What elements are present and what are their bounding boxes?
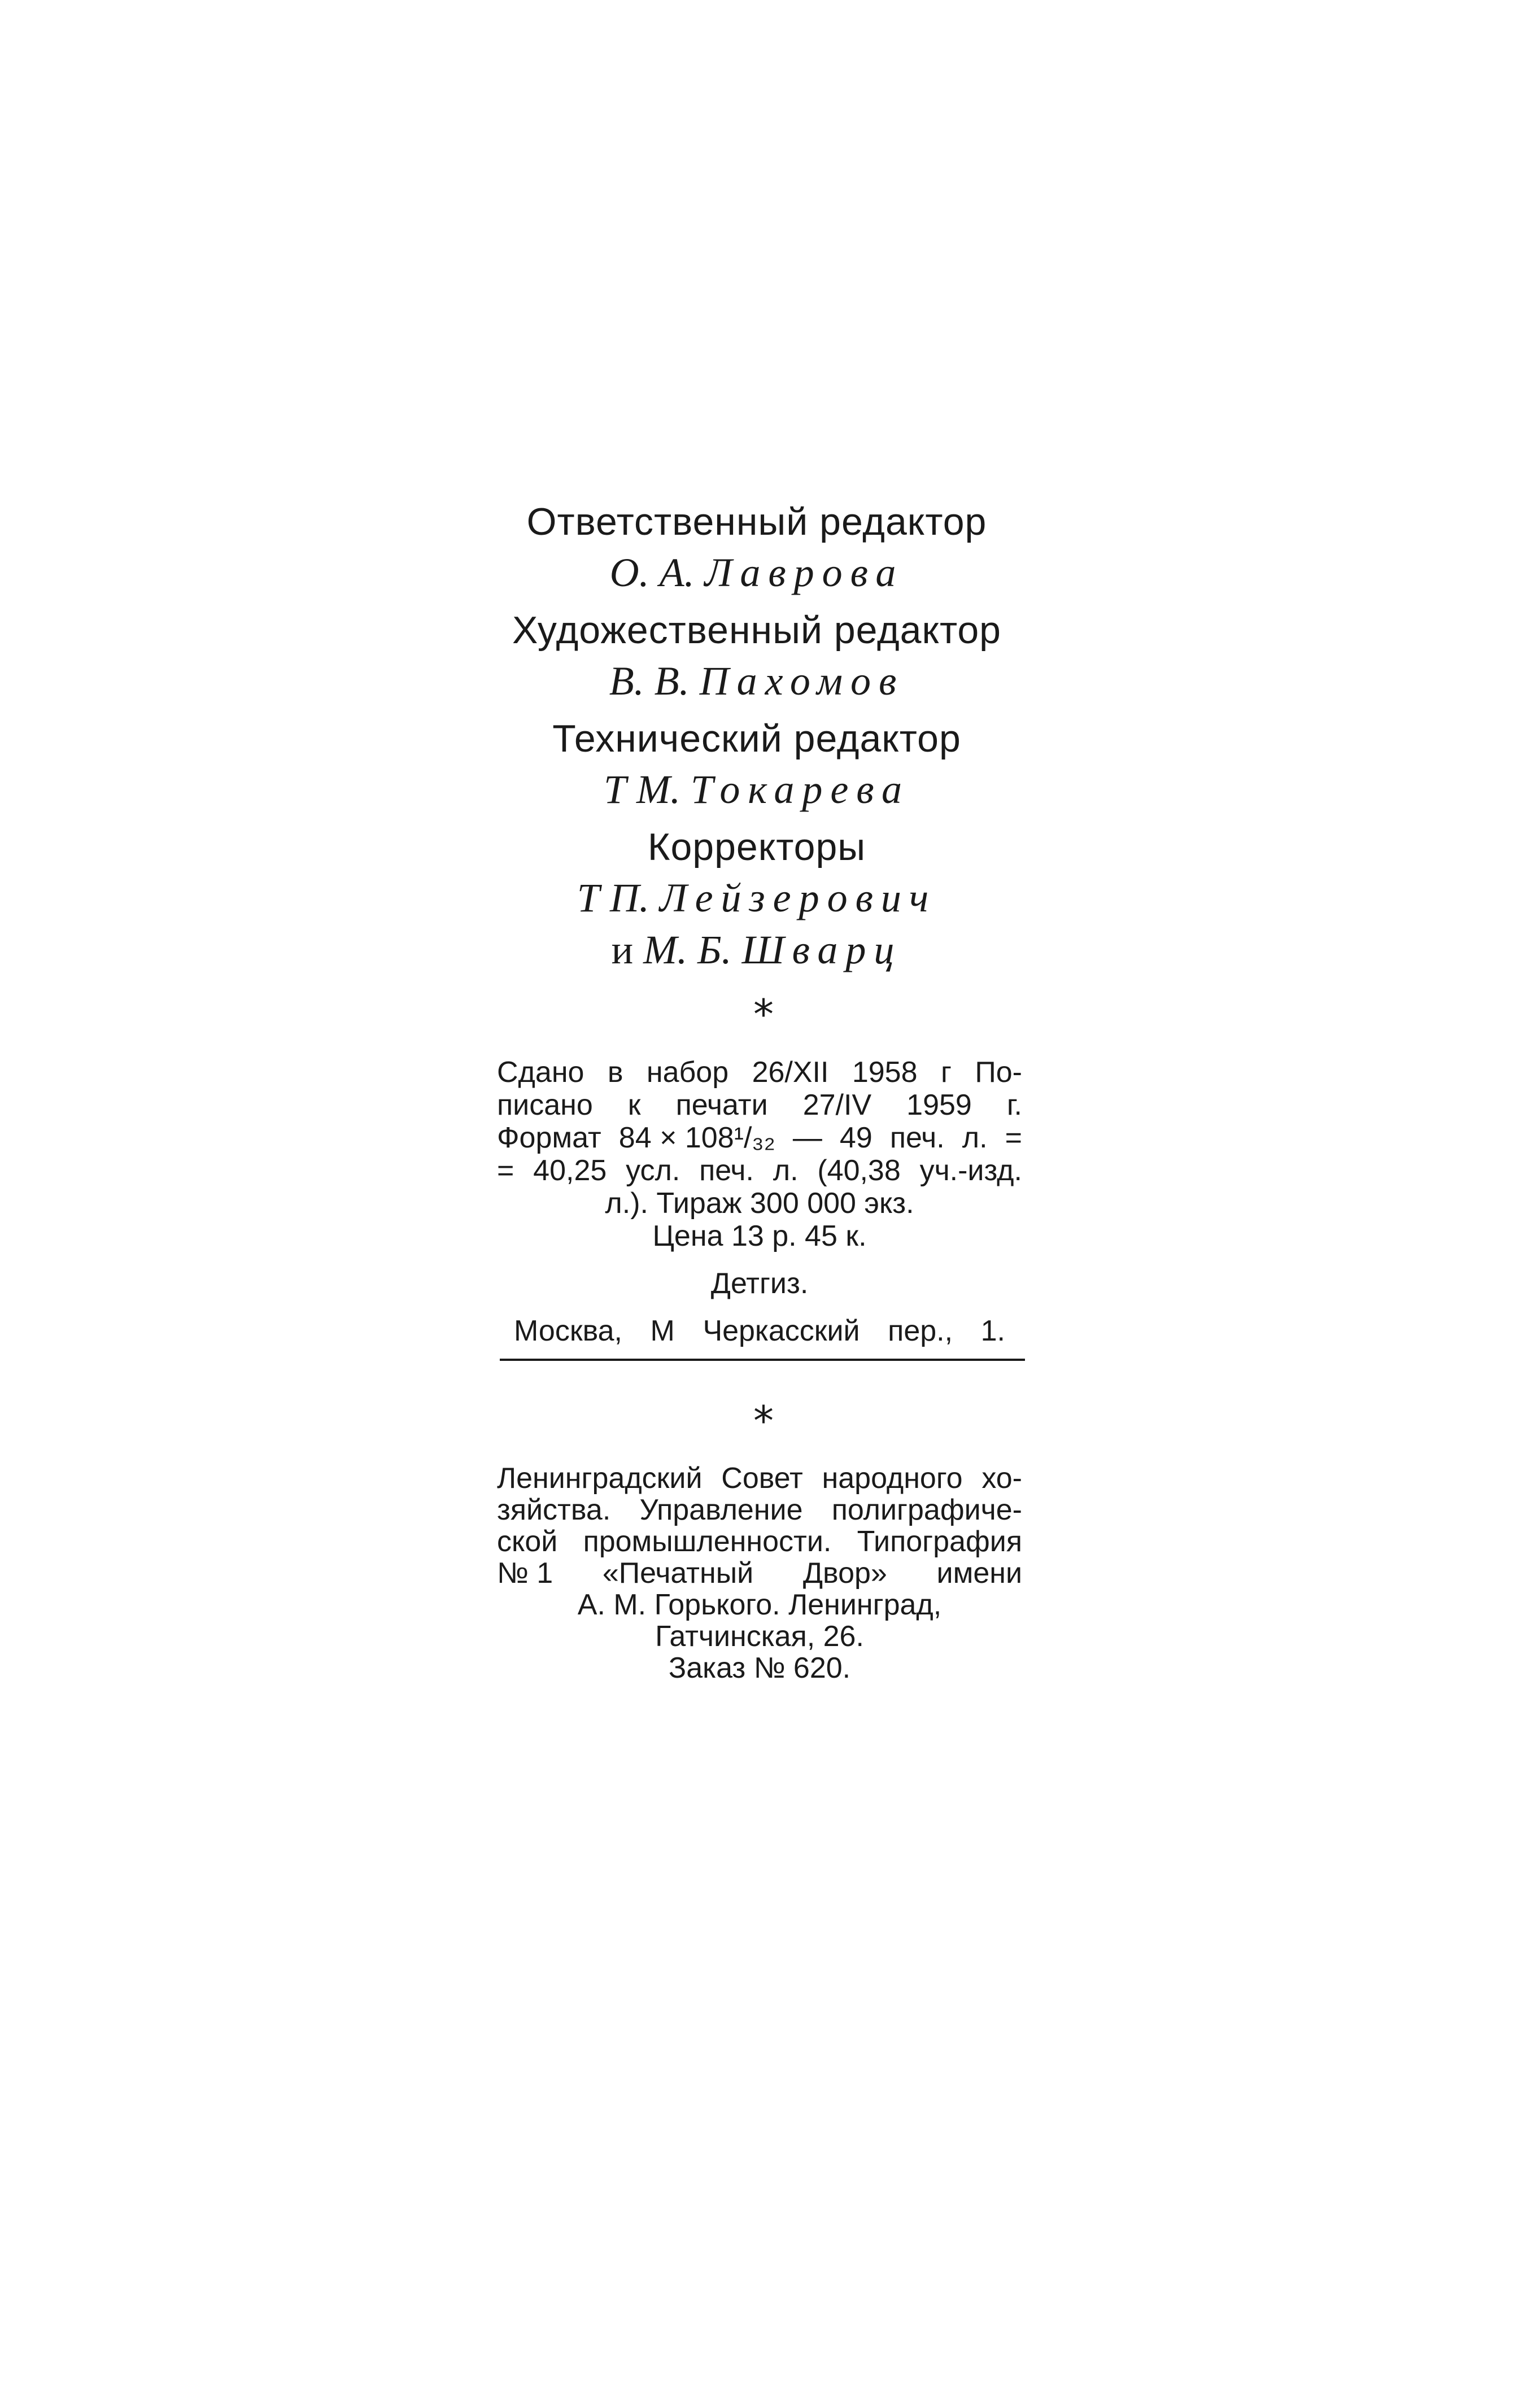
typo-line-3 — [497, 1526, 1022, 1557]
typo-word: имени — [936, 1557, 1022, 1590]
imprint-word: печати — [675, 1089, 768, 1121]
proofreader-1-person — [497, 872, 1017, 924]
typo-line-2 — [497, 1494, 1022, 1526]
imprint-word: 84 × 108¹/₃₂ — [618, 1121, 775, 1154]
typo-word: промышленности. — [583, 1525, 832, 1558]
art-editor-initials: В. В. — [609, 658, 690, 704]
tech-editor-initials: Т М. — [603, 767, 680, 812]
typo-word: ской — [497, 1525, 558, 1558]
credits-block — [497, 497, 1017, 976]
responsible-editor-initials: О. А. — [609, 550, 695, 595]
tech-editor-person — [497, 763, 1017, 815]
order-number: Заказ № 620. — [668, 1652, 851, 1684]
imprint-word: г. — [1006, 1089, 1022, 1121]
proofreader-2-prefix: и — [611, 927, 634, 972]
tech-editor-role: Технический редактор — [552, 717, 961, 760]
address-word: Черкасский — [703, 1315, 860, 1347]
art-editor-person — [497, 655, 1017, 707]
imprint-word: печ. — [889, 1121, 945, 1154]
typo-word: народного — [822, 1462, 963, 1495]
typo-word: Совет — [721, 1462, 803, 1495]
imprint-word: 1958 — [852, 1056, 918, 1089]
imprint-word: к — [627, 1089, 641, 1121]
imprint-word: в — [607, 1056, 623, 1089]
typo-word: Ленинградский — [497, 1462, 703, 1495]
publisher-address — [497, 1315, 1022, 1347]
imprint-word: усл. — [626, 1154, 680, 1187]
typo-word: полиграфиче- — [831, 1494, 1022, 1526]
imprint-word: печ. — [699, 1154, 754, 1187]
imprint-word: л. — [773, 1154, 799, 1187]
imprint-word: 1959 — [906, 1089, 972, 1121]
art-editor-name: Пахомов — [699, 658, 905, 704]
imprint-block — [497, 1056, 1022, 1347]
typo-line-5: А. М. Горького. Ленинград, — [577, 1588, 942, 1621]
typo-line-4 — [497, 1557, 1022, 1589]
imprint-word: По- — [975, 1056, 1022, 1089]
responsible-editor-name: Лаврова — [704, 550, 904, 595]
imprint-line-4 — [497, 1154, 1022, 1187]
typo-word: № 1 — [497, 1557, 553, 1590]
imprint-word: л. — [962, 1121, 988, 1154]
imprint-word: — — [792, 1121, 822, 1154]
imprint-line-2 — [497, 1089, 1022, 1121]
imprint-line-1 — [497, 1056, 1022, 1089]
proofreader-2-name: Шварц — [741, 927, 902, 972]
proofreader-1-initials: Т П. — [577, 875, 649, 920]
imprint-word: писано — [497, 1089, 593, 1121]
imprint-word: = — [1005, 1121, 1022, 1154]
imprint-word: 26/XII — [752, 1056, 829, 1089]
address-word: М — [650, 1315, 675, 1347]
publisher-name: Детгиз. — [710, 1267, 809, 1300]
proofreader-2-initials: М. Б. — [643, 927, 732, 972]
responsible-editor-role: Ответственный редактор — [526, 500, 987, 543]
imprint-line-3 — [497, 1121, 1022, 1154]
imprint-word: 49 — [839, 1121, 872, 1154]
imprint-word: 27/IV — [802, 1089, 872, 1121]
typo-word: хо- — [981, 1462, 1022, 1495]
imprint-word: (40,38 — [817, 1154, 901, 1187]
responsible-editor-person — [497, 547, 1017, 599]
typo-word: «Печатный — [602, 1557, 754, 1590]
proofreaders-role: Корректоры — [647, 826, 866, 868]
proofreader-2-person — [497, 924, 1017, 976]
imprint-line-5-print-run: л.). Тираж 300 000 экз. — [605, 1187, 914, 1220]
imprint-word: г — [940, 1056, 952, 1089]
imprint-word: уч.-изд. — [919, 1154, 1022, 1187]
typo-word: зяйства. — [497, 1494, 611, 1526]
imprint-word: 40,25 — [533, 1154, 607, 1187]
tech-editor-name: Токарева — [690, 767, 910, 812]
address-word: 1. — [980, 1315, 1005, 1347]
address-divider-line — [500, 1359, 1025, 1361]
proofreader-1-name: Лейзерович — [659, 875, 937, 920]
separator-asterisk-top: * — [753, 990, 774, 1038]
imprint-word: = — [497, 1154, 514, 1187]
printing-house-block — [497, 1463, 1022, 1684]
typo-word: Типография — [857, 1525, 1022, 1558]
imprint-word: Формат — [497, 1121, 601, 1154]
art-editor-role: Художественный редактор — [512, 609, 1001, 652]
imprint-line-6-price: Цена 13 р. 45 к. — [652, 1220, 867, 1252]
typo-word: Управление — [639, 1494, 803, 1526]
imprint-word: набор — [646, 1056, 729, 1089]
address-word: Москва, — [514, 1315, 622, 1347]
typo-word: Двор» — [802, 1557, 887, 1590]
typo-line-6: Гатчинская, 26. — [655, 1620, 864, 1653]
typo-line-1 — [497, 1463, 1022, 1494]
separator-asterisk-bottom: * — [753, 1397, 774, 1444]
address-word: пер., — [888, 1315, 953, 1347]
imprint-word: Сдано — [497, 1056, 584, 1089]
